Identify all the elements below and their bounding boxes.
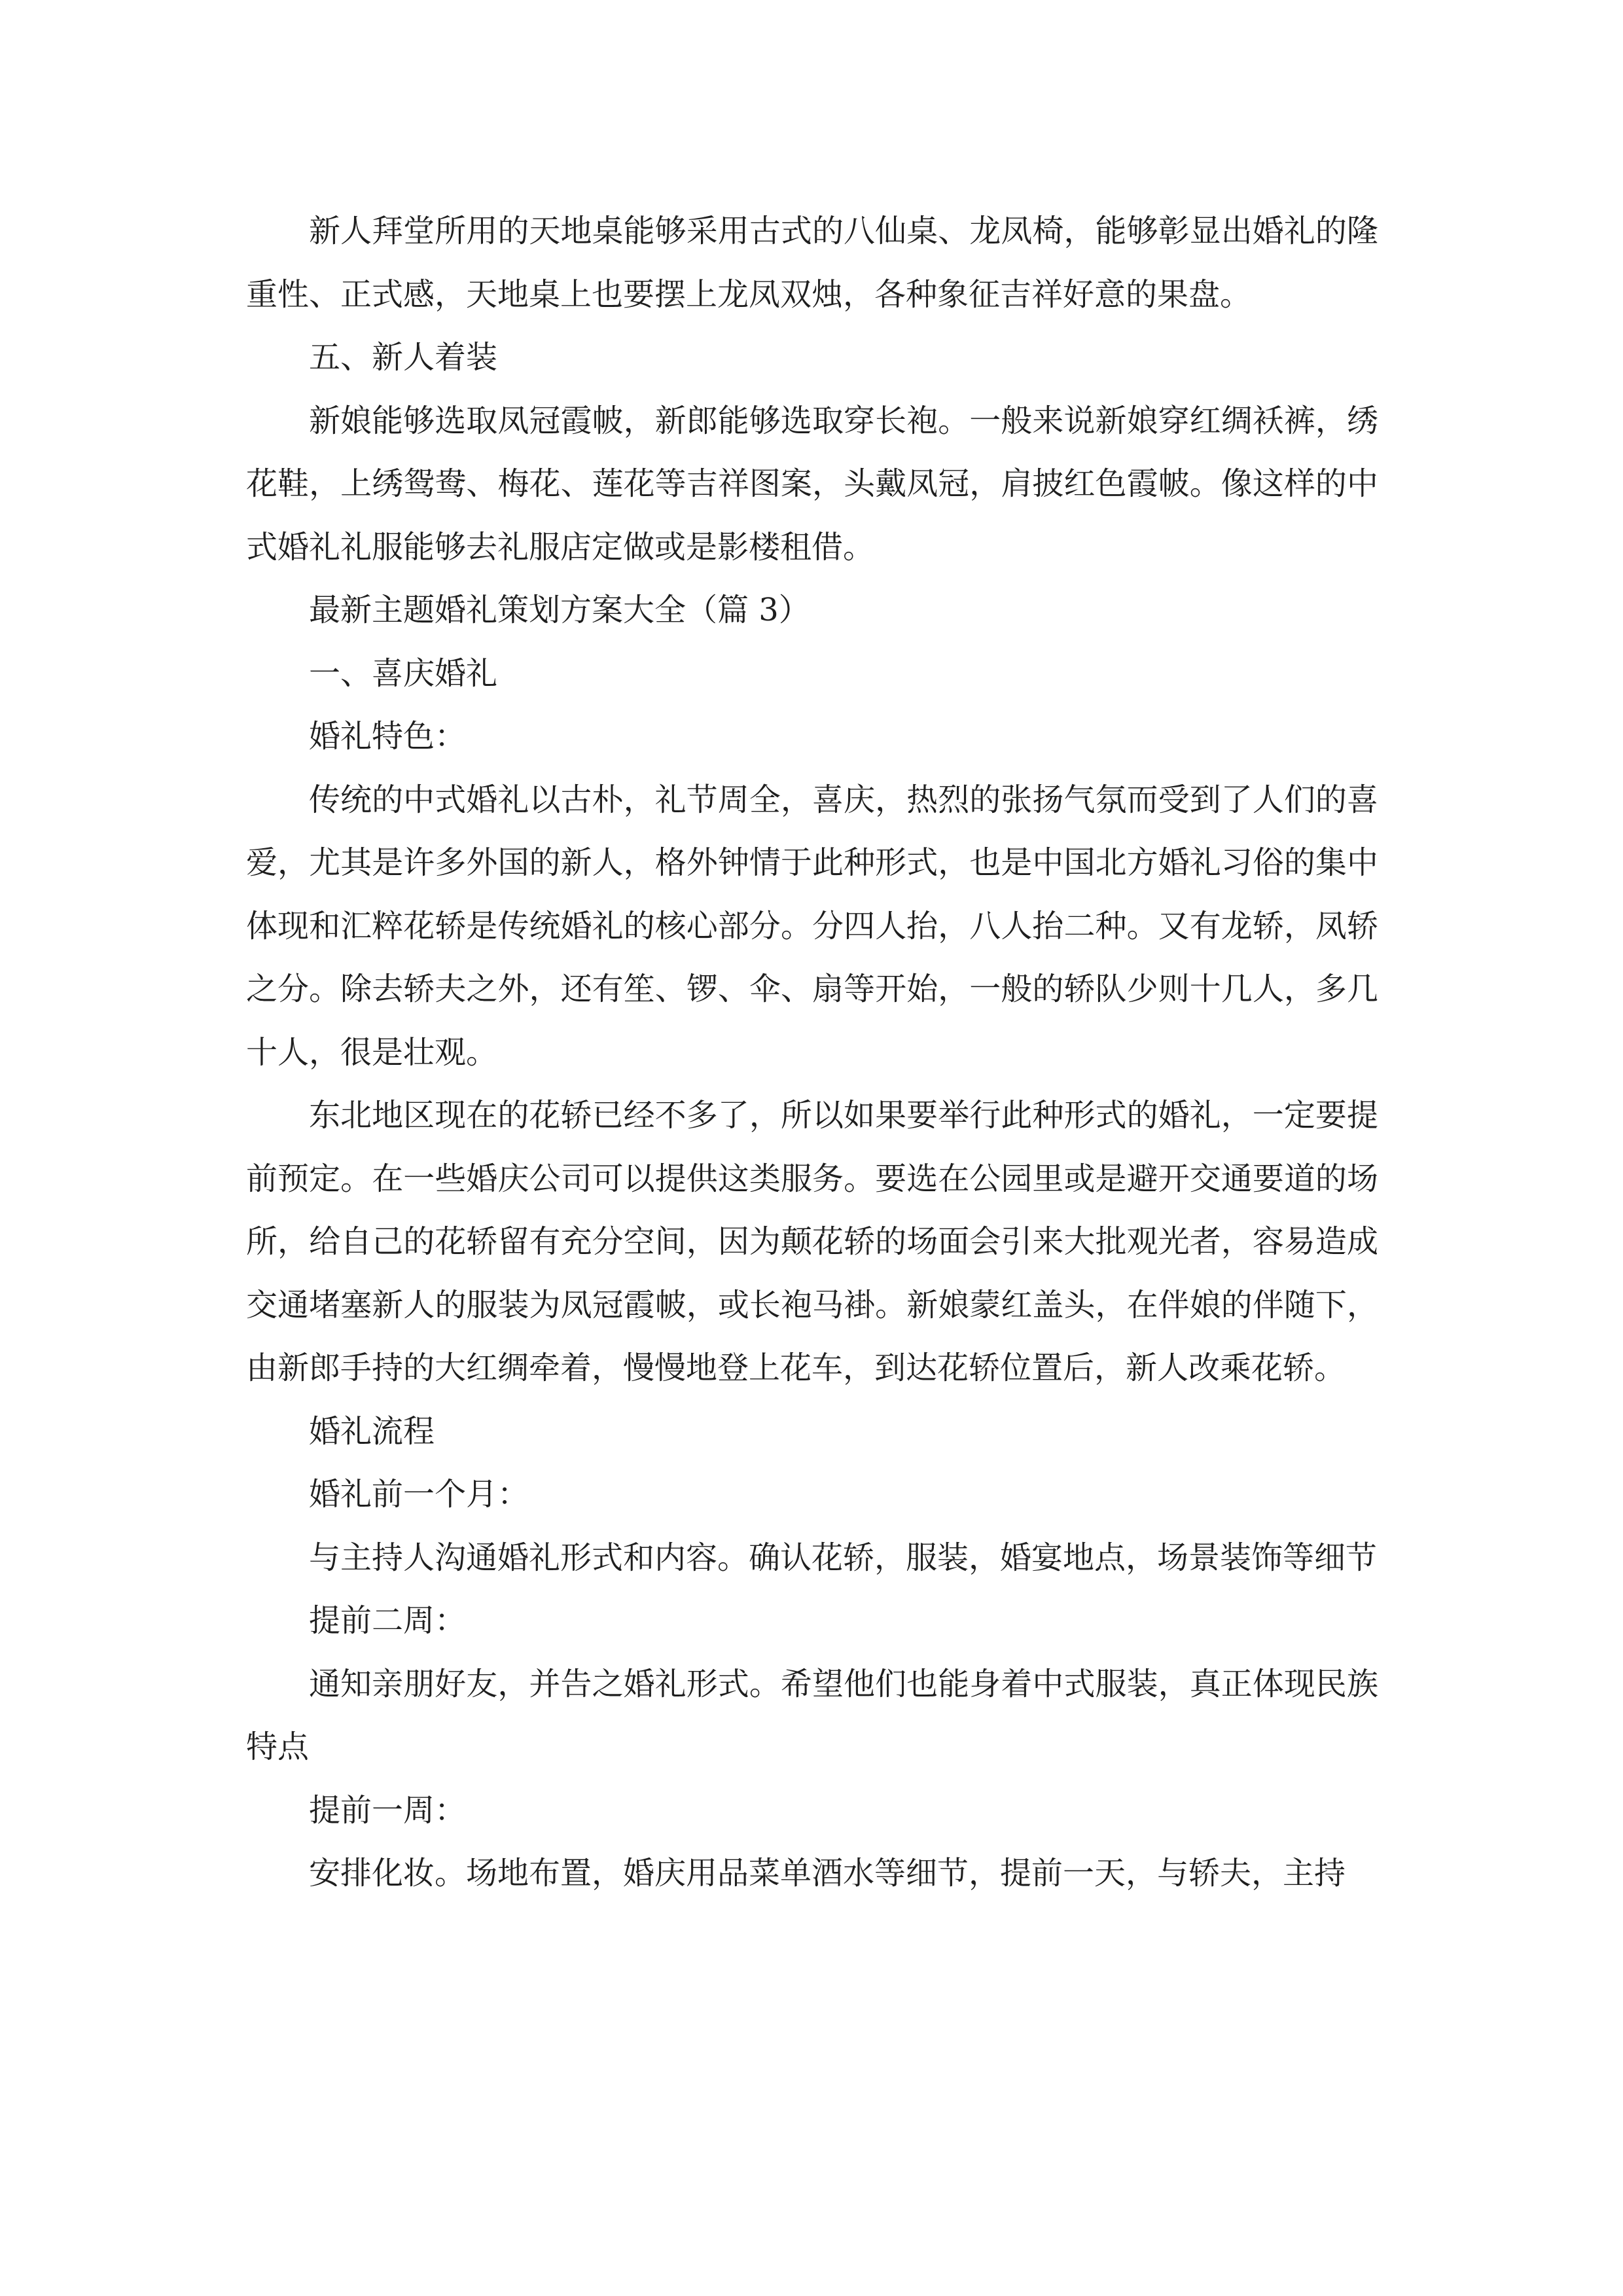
subheading-features: 婚礼特色： bbox=[309, 718, 467, 755]
subheading-two-weeks-before: 提前二周： bbox=[309, 1602, 467, 1639]
subheading-process: 婚礼流程 bbox=[309, 1412, 435, 1450]
section-heading-attire: 五、新人着装 bbox=[309, 339, 498, 376]
paragraph-traditional-wedding: 传统的中式婚礼以古朴，礼节周全，喜庆，热烈的张扬气氛而受到了人们的喜爱，尤其是许多外国的新人，格外钟情于此种形式，也是中国北方婚礼习俗的集中体现和汇粹花轿是传统婚礼的核心部分。分四人抬，八人抬二种。又有龙轿，凤轿之分。除去轿夫之外，还有笙、锣、伞、扇等开始，一般的轿队少则十几人，多几十人，很是壮观。 bbox=[246, 781, 1378, 1071]
paragraph-one-week-before: 安排化妆。场地布置，婚庆用品菜单酒水等细节，提前一天，与轿夫，主持 bbox=[309, 1855, 1346, 1892]
article-title: 最新主题婚礼策划方案大全（篇 3） bbox=[309, 592, 810, 628]
paragraph-two-weeks-before: 通知亲朋好友，并告之婚礼形式。希望他们也能身着中式服装，真正体现民族特点 bbox=[246, 1665, 1378, 1765]
document-body bbox=[246, 200, 1378, 1905]
section-heading-festive-wedding: 一、喜庆婚礼 bbox=[309, 655, 498, 692]
subheading-one-week-before: 提前一周： bbox=[309, 1791, 467, 1829]
paragraph-ceremony-table: 新人拜堂所用的天地桌能够采用古式的八仙桌、龙凤椅，能够彰显出婚礼的隆重性、正式感，天地桌上也要摆上龙凤双烛，各种象征吉祥好意的果盘。 bbox=[246, 213, 1378, 313]
paragraph-attire: 新娘能够选取凤冠霞帔，新郎能够选取穿长袍。一般来说新娘穿红绸袄裤，绣花鞋，上绣鸳鸯、梅花、莲花等吉祥图案，头戴凤冠，肩披红色霞帔。像这样的中式婚礼礼服能够去礼服店定做或是影楼租借。 bbox=[246, 402, 1378, 565]
subheading-one-month-before: 婚礼前一个月： bbox=[309, 1476, 529, 1513]
paragraph-one-month-before: 与主持人沟通婚礼形式和内容。确认花轿，服装，婚宴地点，场景装饰等细节 bbox=[309, 1539, 1378, 1576]
paragraph-northeast-sedan: 东北地区现在的花轿已经不多了，所以如果要举行此种形式的婚礼，一定要提前预定。在一些婚庆公司可以提供这类服务。要选在公园里或是避开交通要道的场所，给自己的花轿留有充分空间，因为颠花轿的场面会引来大批观光者，容易造成交通堵塞新人的服装为凤冠霞帔，或长袍马褂。新娘蒙红盖头，在伴娘的伴随下，由新郎手持的大红绸牵着，慢慢地登上花车，到达花轿位置后，新人改乘花轿。 bbox=[246, 1097, 1378, 1386]
